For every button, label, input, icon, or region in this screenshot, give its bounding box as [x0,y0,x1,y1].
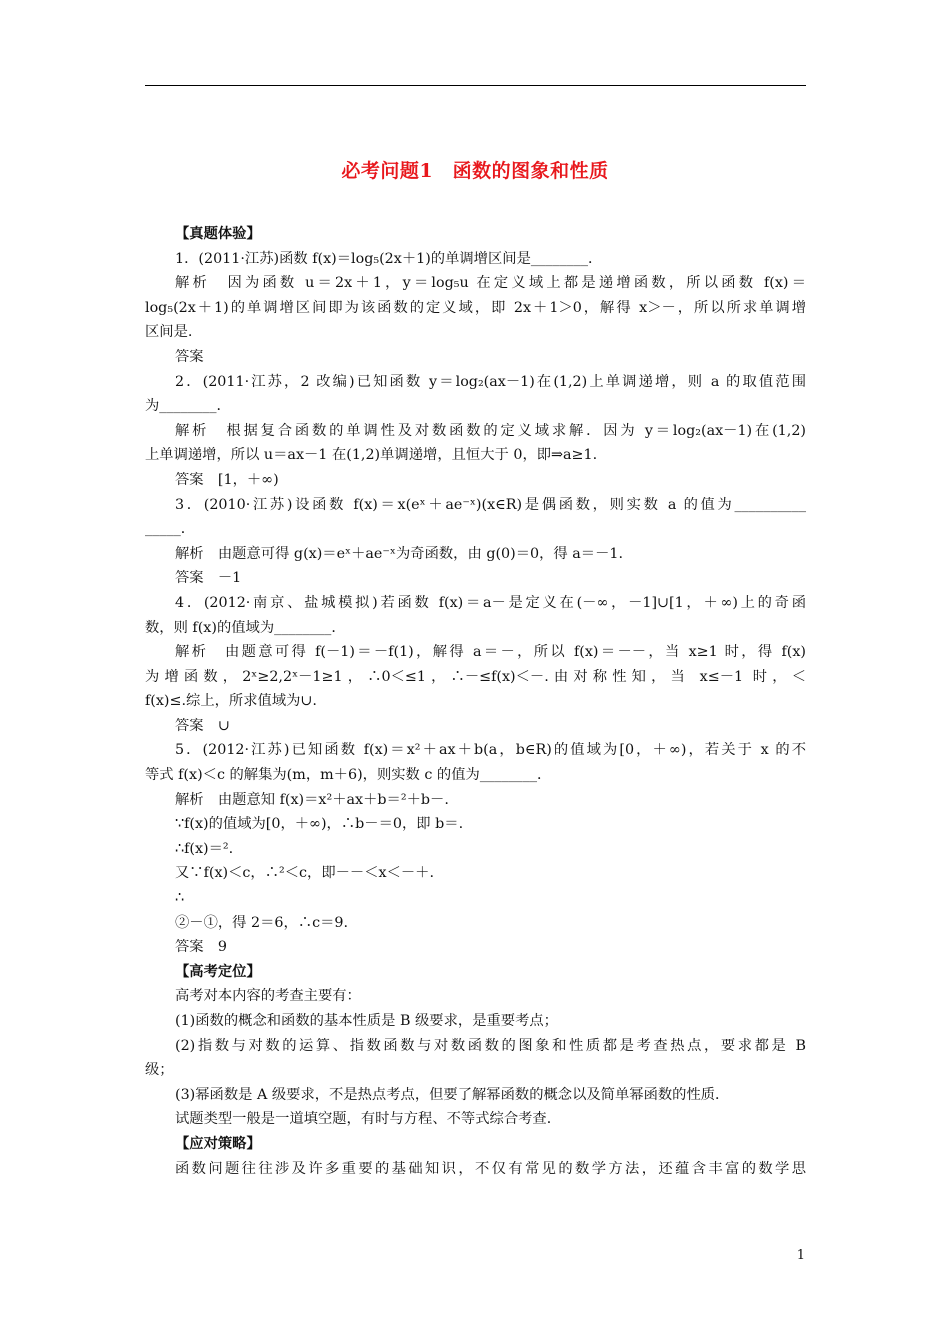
text-line: 2．(2011·江苏，2 改编)已知函数 y＝log₂(ax－1)在(1,2)上单调递增，则 a 的取值范围 [175,373,806,390]
text-line: 函数问题往往涉及许多重要的基础知识，不仅有常见的数学方法，还蕴含丰富的数学思 [175,1160,806,1177]
text-line: 解析 由题意可得 g(x)＝eˣ＋ae⁻ˣ为奇函数，由 g(0)＝0，得 a＝－1. [175,545,624,562]
text-line: 高考对本内容的考查主要有： [175,988,361,1005]
section-heading: 【真题体验】 [175,226,261,242]
text-line: 区间是. [145,324,193,341]
text-line: ∴ [175,890,185,907]
text-line: ∵f(x)的值域为[0，＋∞)，∴b－＝0，即 b＝. [175,816,464,833]
text-line: log₅(2x＋1)的单调增区间即为该函数的定义域，即 2x＋1＞0，解得 x＞－，所以所求单调增 [145,299,806,316]
text-line: 又∵f(x)＜c，∴²＜c，即－－＜x＜－＋. [175,865,435,882]
text-line: ②－①，得 2＝6，∴c＝9. [175,914,349,931]
text-line: 答案 [175,348,204,365]
text-line: 级； [145,1062,174,1079]
text-line: 解析 由题意知 f(x)＝x²＋ax＋b＝²＋b－. [175,791,449,808]
text-line: 试题类型一般是一道填空题，有时与方程、不等式综合考查． [175,1111,562,1128]
text-line: 5．(2012·江苏)已知函数 f(x)＝x²＋ax＋b(a，b∈R)的值域为[0，＋∞)，若关于 x 的不 [175,742,806,759]
text-line: 解析 由题意可得 f(－1)＝－f(1)，解得 a＝－，所以 f(x)＝－－，当 x≥1 时，得 f(x) [175,644,806,661]
text-line: _____． [145,521,196,538]
text-line: 答案 9 [175,939,227,956]
page-number: 1 [796,1248,805,1263]
text-line: (2)指数与对数的运算、指数函数与对数函数的图象和性质都是考查热点，要求都是 B [175,1037,806,1054]
page-title: 必考问题1 函数的图象和性质 [341,160,609,182]
text-line: 1．(2011·江苏)函数 f(x)＝log₅(2x＋1)的单调增区间是________． [175,250,603,267]
text-line: 答案 [1，＋∞) [175,471,279,488]
text-line: 解析 根据复合函数的单调性及对数函数的定义域求解．因为 y＝log₂(ax－1)在(1,2) [175,422,806,439]
text-line: ∴f(x)＝². [175,840,234,857]
text-line: 解析 因为函数 u＝2x＋1，y＝log₅u 在定义域上都是递增函数，所以函数 f(x)＝ [175,275,806,292]
text-line: 数，则 f(x)的值域为________． [145,619,346,636]
text-line: f(x)≤.综上，所求值域为∪. [145,693,317,710]
text-line: 4．(2012·南京、盐城模拟)若函数 f(x)＝a－是定义在(－∞，－1]∪[1，＋∞)上的奇函 [175,594,806,611]
text-line: (1)函数的概念和函数的基本性质是 B 级要求，是重要考点； [175,1013,558,1029]
text-line: 答案 －1 [175,570,242,587]
section-heading: 【高考定位】 [175,963,261,980]
header-rule [145,85,806,86]
text-line: 为________． [145,398,231,415]
text-line: 3．(2010·江苏)设函数 f(x)＝x(eˣ＋ae⁻ˣ)(x∈R)是偶函数，则实数 a 的值为__________ [175,496,806,513]
text-line: 上单调递增，所以 u＝ax－1 在(1,2)单调递增，且恒大于 0，即⇒a≥1. [145,447,598,464]
text-line: (3)幂函数是 A 级要求，不是热点考点，但要了解幂函数的概念以及简单幂函数的性质． [175,1086,730,1103]
section-heading: 【应对策略】 [175,1135,261,1152]
text-line: 为增函数，2ˣ≥2,2ˣ－1≥1，∴0＜≤1，∴－≤f(x)＜－.由对称性知，当 x≤－1 时，＜ [145,668,806,685]
document-body [145,222,806,1181]
text-line: 等式 f(x)＜c 的解集为(m，m＋6)，则实数 c 的值为________． [145,767,552,784]
text-line: 答案 ∪ [175,717,230,734]
